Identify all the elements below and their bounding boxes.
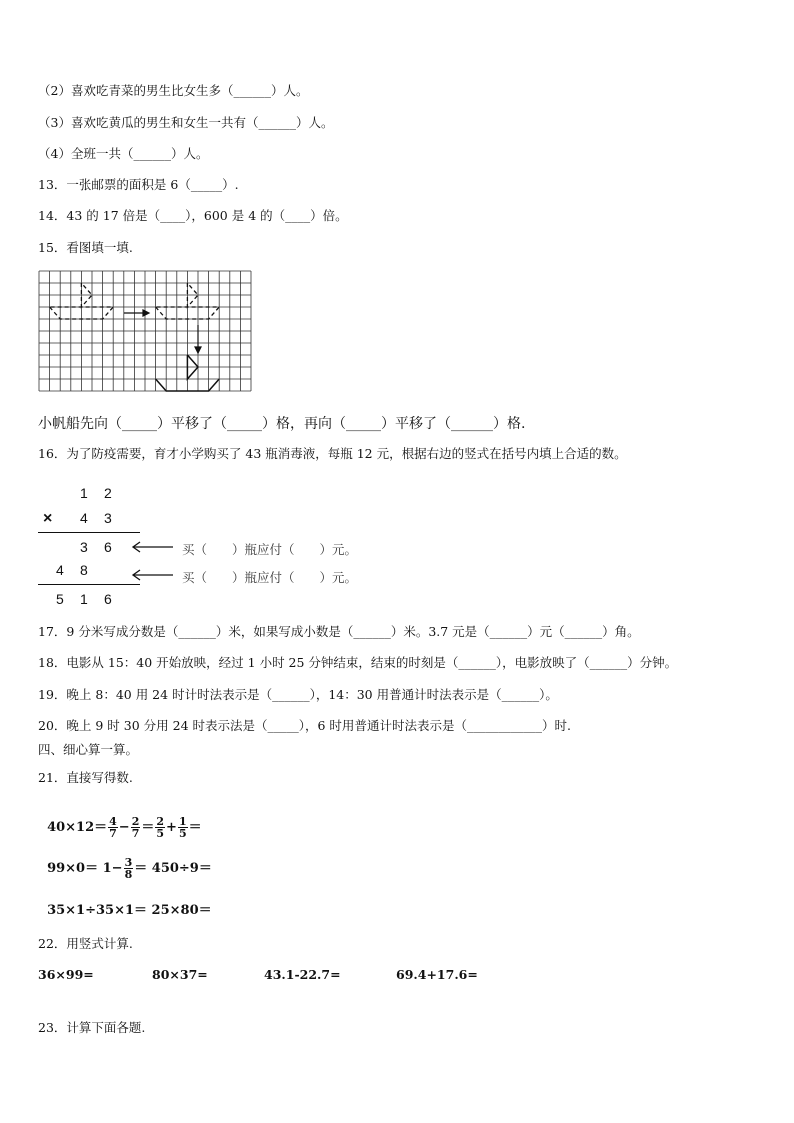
section-4-heading: 四、细心算一算。 — [38, 742, 139, 757]
q18: 18．电影从 15：40 开始放映，经过 1 小时 25 分钟结束，结束的时刻是（______），电影放映了（______）分钟。 — [38, 655, 678, 670]
arrow-left-icon — [130, 540, 174, 554]
note-row4: 买（ ）瓶应付（ ）元。 — [182, 571, 358, 585]
q17: 17．9 分米写成分数是（______）米，如果写成小数是（______）米。3.7 元是（______）元（______）角。 — [38, 624, 640, 639]
expr: 80×37= — [152, 967, 208, 982]
expr: 35×1÷35×1＝ — [47, 903, 148, 918]
q21-row1: 40×12＝ $\frac{4}{7}$ − $\frac{2}{7}$ ＝ $\frac{2}{5}$ + $\frac{1}{5}$ ＝ — [47, 815, 202, 840]
expr: 450÷9＝ — [151, 861, 212, 876]
q22-items — [38, 967, 538, 985]
expr: 40×12＝ — [47, 820, 108, 835]
digit: 6 — [104, 539, 112, 555]
q21-row2: 99×0＝ 1− $\frac{3}{8}$ ＝ 450÷9＝ — [47, 856, 212, 881]
expr: 69.4+17.6= — [396, 967, 478, 982]
arrow-left-icon — [130, 568, 174, 582]
digit: 2 — [104, 485, 112, 501]
fraction: $\frac{2}{7}$ — [131, 815, 140, 840]
multiply-sign: × — [43, 510, 53, 527]
fraction: $\frac{1}{5}$ — [178, 815, 187, 840]
q12-sub3: （3）喜欢吃黄瓜的男生和女生一共有（______）人。 — [38, 115, 334, 130]
expr: 36×99= — [38, 967, 94, 982]
fraction: $\frac{3}{8}$ — [124, 856, 133, 881]
fraction: $\frac{4}{7}$ — [109, 815, 117, 840]
q19: 19．晚上 8：40 用 24 时计时法表示是（______），14：30 用普通计时法表示是（______）。 — [38, 687, 558, 702]
q12-sub2: （2）喜欢吃青菜的男生比女生多（______）人。 — [38, 83, 309, 98]
q12-sub4: （4）全班一共（______）人。 — [38, 146, 209, 161]
expr: 25×80＝ — [151, 903, 212, 918]
q15-text: 小帆船先向（_____）平移了（_____）格，再向（_____）平移了（______）格. — [38, 416, 526, 432]
digit: 6 — [104, 591, 112, 607]
vertical-multiplication — [38, 480, 368, 610]
q20: 20．晚上 9 时 30 分用 24 时表示法是（_____），6 时用普通计时法表示是（____________）时. — [38, 718, 571, 733]
digit: 4 — [80, 510, 88, 526]
expr: 43.1-22.7= — [264, 967, 341, 982]
digit: 1 — [80, 485, 88, 501]
q21-row3 — [38, 884, 212, 918]
q15-title: 15．看图填一填. — [38, 240, 133, 255]
q21: 21．直接写得数. — [38, 770, 133, 785]
q22: 22．用竖式计算. — [38, 936, 133, 951]
digit: 5 — [56, 591, 64, 607]
digit: 4 — [56, 562, 64, 578]
note-row3: 买（ ）瓶应付（ ）元。 — [182, 543, 358, 557]
expr: 99×0＝ — [47, 861, 99, 876]
sailboat-grid-figure — [38, 270, 252, 392]
digit: 8 — [80, 562, 88, 578]
digit: 3 — [104, 510, 112, 526]
rule-line — [38, 584, 140, 585]
q16: 16．为了防疫需要，育才小学购买了 43 瓶消毒液，每瓶 12 元，根据右边的竖式在括号内填上合适的数。 — [38, 446, 627, 461]
q13: 13．一张邮票的面积是 6（_____）. — [38, 177, 239, 192]
digit: 1 — [80, 591, 88, 607]
digit: 3 — [80, 539, 88, 555]
fraction: $\frac{2}{5}$ — [156, 815, 165, 840]
q14: 14．43 的 17 倍是（____），600 是 4 的（____）倍。 — [38, 208, 348, 223]
q23: 23．计算下面各题. — [38, 1020, 146, 1035]
rule-line — [38, 532, 140, 533]
